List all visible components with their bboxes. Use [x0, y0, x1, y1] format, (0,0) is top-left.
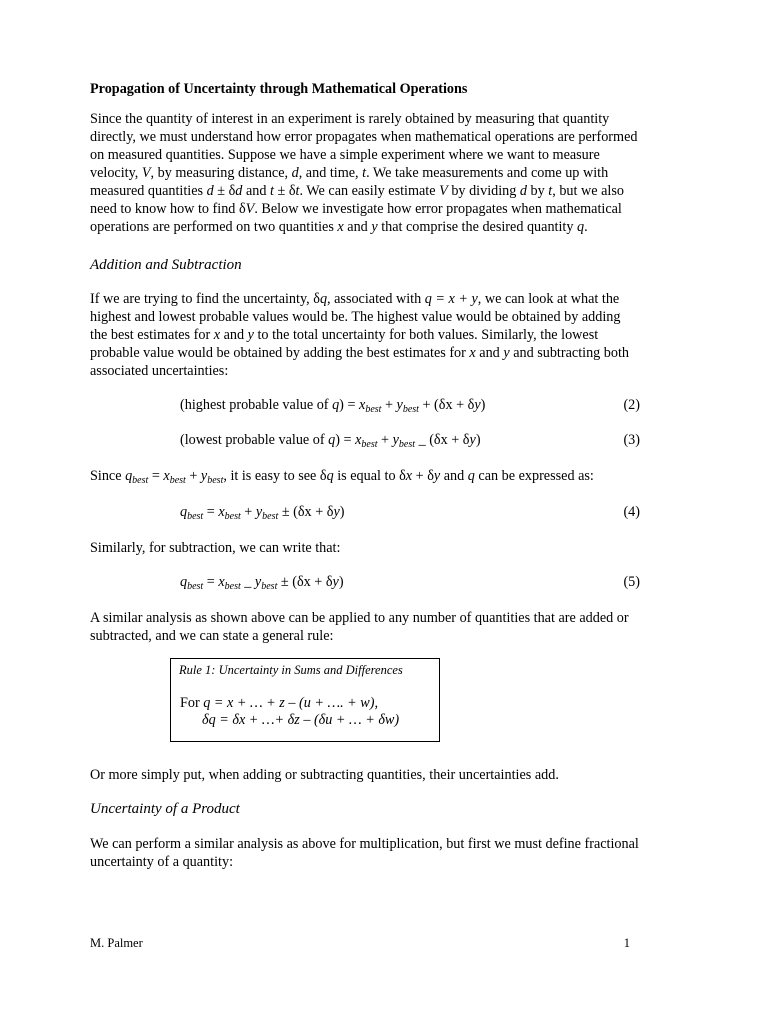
- document-title: Propagation of Uncertainty through Mathematical Operations: [90, 81, 468, 97]
- equation-number: (5): [623, 574, 640, 590]
- text-line: on measured quantities. Suppose we have a simple experiment where we want to measure: [90, 147, 600, 163]
- text-line: associated uncertainties:: [90, 363, 229, 379]
- equation-5: $q_{best} = x_{best}$ _ $y_{best} \pm (\delta x + \delta y)$ (5): [180, 574, 640, 592]
- text-line: Since $q_{best} = x_{best} + y_{best}$, it is easy to see δq is equal to δx + δy and q can be expressed as:: [90, 468, 594, 486]
- equation-number: (4): [623, 504, 640, 520]
- equation-number: (3): [623, 432, 640, 448]
- rule-1-title: Rule 1: Uncertainty in Sums and Differences: [179, 663, 403, 677]
- text-line: Similarly, for subtraction, we can write that:: [90, 540, 341, 556]
- text-line: the best estimates for x and y to the total uncertainty for both values. Similarly, the lowest: [90, 327, 599, 343]
- section-heading-product: Uncertainty of a Product: [90, 801, 240, 817]
- addition-paragraph: [90, 290, 680, 380]
- text-line: velocity, V, by measuring distance, d, and time, t. We take measurements and come up with: [90, 165, 609, 181]
- rule-1-formula: δq = δx + …+ δz – (δu + … + δw): [202, 712, 400, 728]
- text-line: A similar analysis as shown above can be applied to any number of quantities that are added or: [90, 610, 629, 626]
- equation-4: $q_{best} = x_{best} + y_{best} \pm (\delta x + \delta y)$ (4): [180, 504, 640, 522]
- text-line: highest and lowest probable values would be. The highest value would be obtained by adding: [90, 309, 621, 325]
- section-heading-addition: Addition and Subtraction: [90, 257, 242, 273]
- text-line: operations are performed on two quantities x and y that comprise the desired quantity q.: [90, 219, 588, 235]
- text-line: We can perform a similar analysis as above for multiplication, but first we must define fractional: [90, 836, 639, 852]
- text-line: probable value would be obtained by adding the best estimates for x and y and subtracting both: [90, 345, 630, 361]
- text-line: directly, we must understand how error propagates when mathematical operations are performed: [90, 129, 638, 145]
- text-line: If we are trying to find the uncertainty, δq, associated with q = x + y, we can look at what the: [90, 291, 620, 307]
- footer-author: M. Palmer: [90, 936, 143, 950]
- product-paragraph: [90, 835, 680, 871]
- general-rule-paragraph: [90, 609, 680, 645]
- text-line: measured quantities d ± δd and t ± δt. We can easily estimate V by dividing d by t, but we also: [90, 183, 624, 199]
- rule-1-box: [170, 658, 440, 742]
- equation-number: (2): [623, 397, 640, 413]
- equation-3: (lowest probable value of $q) = x_{best} + y_{best}$ _ (δx + δy) (3): [180, 432, 640, 450]
- intro-paragraph: [90, 110, 680, 236]
- footer-page-number: 1: [623, 936, 630, 950]
- text-line: uncertainty of a quantity:: [90, 854, 234, 870]
- equation-2: (highest probable value of $q) = x_{best} + y_{best} + (\delta x + \delta y)$ (2): [180, 397, 640, 415]
- rule-1-formula: For q = x + … + z – (u + …. + w),: [180, 695, 379, 711]
- text-line: Or more simply put, when adding or subtracting quantities, their uncertainties add.: [90, 767, 559, 783]
- text-line: Since the quantity of interest in an experiment is rarely obtained by measuring that quantity: [90, 111, 610, 127]
- since-paragraph: [90, 467, 680, 485]
- text-line: subtracted, and we can state a general rule:: [90, 628, 334, 644]
- text-line: need to know how to find δV. Below we investigate how error propagates when mathematical: [90, 201, 622, 217]
